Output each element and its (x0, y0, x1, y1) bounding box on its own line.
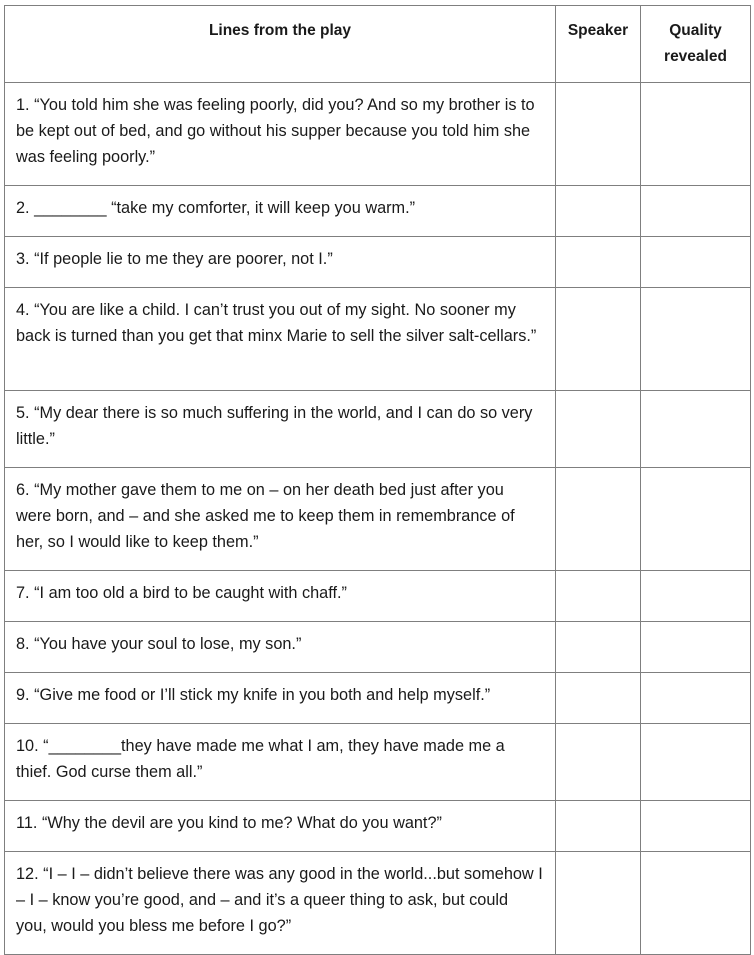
speaker-cell-7[interactable] (556, 571, 641, 622)
quality-cell-8[interactable] (641, 622, 751, 673)
speaker-cell-3[interactable] (556, 237, 641, 288)
quality-cell-2[interactable] (641, 186, 751, 237)
header-speaker: Speaker (556, 6, 641, 83)
table-row (5, 571, 751, 622)
table-row (5, 391, 751, 468)
header-lines-from-play: Lines from the play (5, 6, 556, 83)
play-line-3: 3. “If people lie to me they are poorer, not I.” (5, 237, 556, 288)
speaker-cell-9[interactable] (556, 673, 641, 724)
quality-cell-6[interactable] (641, 468, 751, 571)
table-row (5, 724, 751, 801)
speaker-cell-1[interactable] (556, 83, 641, 186)
table-row (5, 83, 751, 186)
table-row (5, 801, 751, 852)
quality-cell-10[interactable] (641, 724, 751, 801)
play-line-11: 11. “Why the devil are you kind to me? What do you want?” (5, 801, 556, 852)
speaker-cell-12[interactable] (556, 852, 641, 955)
play-line-4: 4. “You are like a child. I can’t trust you out of my sight. No sooner my back is turned than you get that minx Marie to sell the silver salt-cellars.” (5, 288, 556, 391)
worksheet-table (4, 5, 751, 955)
play-line-5: 5. “My dear there is so much suffering in the world, and I can do so very little.” (5, 391, 556, 468)
quality-cell-9[interactable] (641, 673, 751, 724)
table-row (5, 288, 751, 391)
table-row (5, 622, 751, 673)
speaker-cell-4[interactable] (556, 288, 641, 391)
speaker-cell-10[interactable] (556, 724, 641, 801)
table-row (5, 673, 751, 724)
quality-cell-12[interactable] (641, 852, 751, 955)
table-row (5, 852, 751, 955)
table-row (5, 237, 751, 288)
header-quality-revealed: Quality revealed (641, 6, 751, 83)
speaker-cell-6[interactable] (556, 468, 641, 571)
quality-cell-3[interactable] (641, 237, 751, 288)
play-line-8: 8. “You have your soul to lose, my son.” (5, 622, 556, 673)
quality-cell-5[interactable] (641, 391, 751, 468)
quality-cell-4[interactable] (641, 288, 751, 391)
speaker-cell-2[interactable] (556, 186, 641, 237)
table-row (5, 468, 751, 571)
header-row (5, 6, 751, 83)
play-line-6: 6. “My mother gave them to me on – on her death bed just after you were born, and – and she asked me to keep them in remembrance of her, so I would like to keep them.” (5, 468, 556, 571)
play-line-7: 7. “I am too old a bird to be caught with chaff.” (5, 571, 556, 622)
play-line-12: 12. “I – I – didn’t believe there was any good in the world...but somehow I – I – know you’re good, and – and it’s a queer thing to ask, but could you, would you bless me before I go?” (5, 852, 556, 955)
quality-cell-11[interactable] (641, 801, 751, 852)
play-line-1: 1. “You told him she was feeling poorly, did you? And so my brother is to be kept out of bed, and go without his supper because you told him she was feeling poorly.” (5, 83, 556, 186)
speaker-cell-5[interactable] (556, 391, 641, 468)
quality-cell-7[interactable] (641, 571, 751, 622)
speaker-cell-11[interactable] (556, 801, 641, 852)
play-line-10: 10. “________they have made me what I am, they have made me a thief. God curse them all.” (5, 724, 556, 801)
quality-cell-1[interactable] (641, 83, 751, 186)
play-line-2: 2. ________ “take my comforter, it will keep you warm.” (5, 186, 556, 237)
table-row (5, 186, 751, 237)
play-line-9: 9. “Give me food or I’ll stick my knife in you both and help myself.” (5, 673, 556, 724)
speaker-cell-8[interactable] (556, 622, 641, 673)
